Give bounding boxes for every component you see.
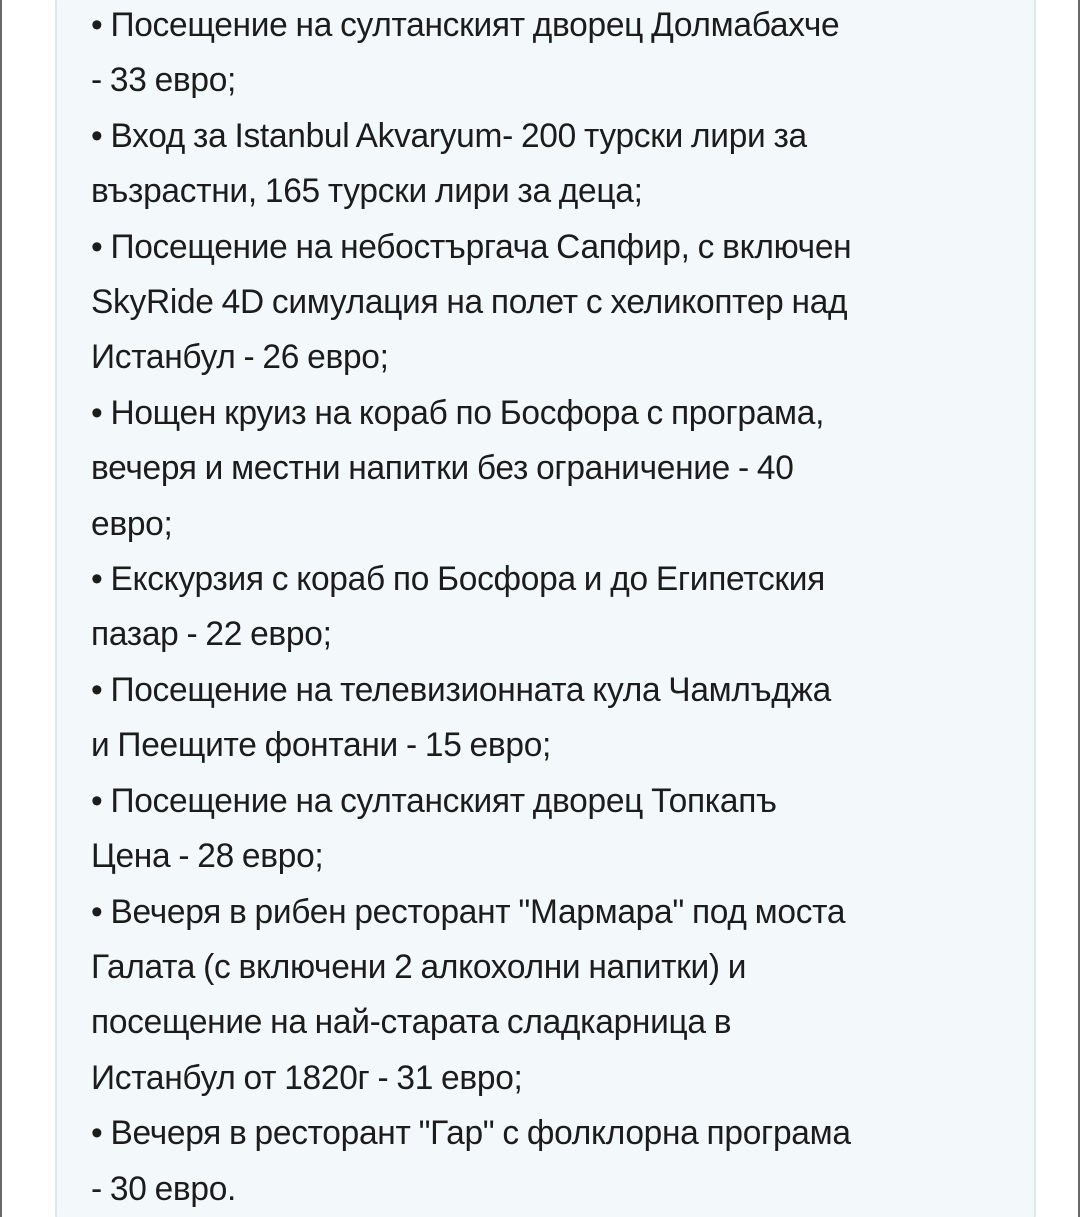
message-line-16: Цена - 28 евро; (91, 837, 324, 876)
message-line-1: • Посещение на султанският дворец Долмабахче (91, 6, 840, 44)
message-line-8: • Нощен круиз на кораб по Босфора с програма, (91, 393, 825, 432)
message-line-4: възрастни, 165 турски лири за деца; (91, 172, 643, 211)
message-bubble[interactable] (55, 0, 1036, 1217)
message-line-21: • Вечеря в ресторант "Гар" с фолклорна програма (91, 1114, 851, 1153)
message-line-18: Галата (с включени 2 алкохолни напитки) и (91, 947, 747, 986)
message-line-6: SkyRide 4D симулация на полет с хеликоптер над (91, 283, 848, 322)
message-line-14: и Пеещите фонтани - 15 евро; (91, 726, 552, 765)
message-line-2: - 33 евро; (91, 61, 237, 100)
message-line-20: Истанбул от 1820г - 31 евро; (91, 1058, 523, 1097)
message-text[interactable] (91, 0, 1017, 1217)
message-line-22: - 30 евро. (91, 1169, 237, 1208)
message-line-15: • Посещение на султанският дворец Топкапъ (91, 781, 777, 820)
message-line-9: вечеря и местни напитки без ограничение - 40 (91, 449, 794, 488)
message-line-5: • Посещение на небостъргача Сапфир, с включен (91, 227, 852, 266)
message-line-3: • Вход за Istanbul Akvaryum- 200 турски лири за (91, 116, 807, 155)
message-line-17: • Вечеря в рибен ресторант "Мармара" под моста (91, 892, 846, 931)
message-line-19: посещение на най-старата сладкарница в (91, 1003, 732, 1042)
message-line-10: евро; (91, 504, 173, 543)
message-line-7: Истанбул - 26 евро; (91, 338, 389, 377)
message-line-11: • Екскурзия с кораб по Босфора и до Египетския (91, 560, 826, 599)
message-line-12: пазар - 22 евро; (91, 615, 332, 654)
message-line-13: • Посещение на телевизионната кула Чамлъджа (91, 670, 831, 709)
